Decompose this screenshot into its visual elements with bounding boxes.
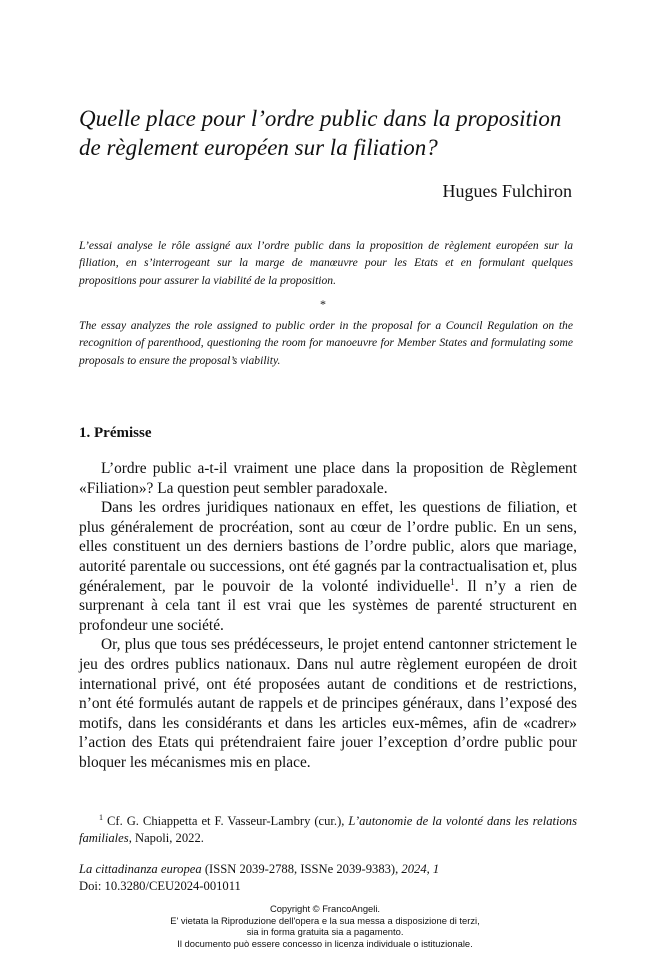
copyright-line-3: sia in forma gratuita sia a pagamento. (246, 926, 404, 938)
paragraph-1: L’ordre public a-t-il vraiment une place dans la proposition de Règlement «Filiation»? La question peut sembler paradoxale. (79, 460, 577, 497)
journal-name: La cittadinanza europea (79, 862, 202, 876)
journal-line-1 (79, 861, 579, 878)
abstract-separator: * (320, 297, 326, 311)
journal-doi: Doi: 10.3280/CEU2024-001011 (79, 879, 241, 893)
abstract-french: L’essai analyse le rôle assigné aux l’ordre public dans la proposition de règlement européen sur la filiation, en s’interrogeant sur la marge de manœuvre pour les Etats et en formulant quelques propositions pour assurer la viabilité de la proposition. (79, 239, 573, 287)
footnote-number: 1 (99, 812, 103, 822)
section-body (79, 459, 577, 773)
footnote-work-title: L’autonomie de la volonté dans les relations familiales (79, 814, 577, 845)
article-author: Hugues Fulchiron (442, 181, 572, 201)
journal-issn: (ISSN 2039-2788, ISSNe 2039-9383), (201, 862, 402, 876)
copyright-notice (0, 903, 650, 949)
paragraph-2-text-b: . Il n’y a rien de surprenant à cela tant il est vrai que les systèmes de parenté structurent en profondeur une société. (79, 577, 577, 634)
article-title: Quelle place pour l’ordre public dans la proposition de règlement européen sur la filiation? (79, 106, 562, 160)
footnote-rest: , Napoli, 2022. (128, 831, 204, 845)
footnote-authors: Cf. G. Chiappetta et F. Vasseur-Lambry (cur.), (106, 814, 345, 828)
copyright-line-4: Il documento può essere concesso in licenza individuale o istituzionale. (177, 937, 473, 949)
footnote (79, 813, 577, 847)
paragraph-2 (79, 498, 577, 635)
footnote-reference[interactable]: 1 (450, 576, 455, 587)
copyright-line-2: E' vietata la Riproduzione dell'opera e la sua messa a disposizione di terzi, (170, 914, 480, 926)
paragraph-3: Or, plus que tous ses prédécesseurs, le projet entend cantonner strictement le jeu des ordres publics nationaux. Dans nul autre règlement européen de droit international privé, ont été proposées autant de conditions et de restrictions, n’ont été formulés autant de rappels et de principes généraux, dans l’exposé des motifs, dans les considérants et dans les articles eux-mêmes, afin de «cadrer» l’action des Etats qui prétendraient faire jouer l’exception d’ordre public pour bloquer les mécanismes mis en place. (79, 636, 577, 771)
section-heading: 1. Prémisse (79, 425, 152, 441)
copyright-line-1: Copyright © FrancoAngeli. (269, 903, 381, 914)
abstract-english: The essay analyzes the role assigned to public order in the proposal for a Council Regulation on the recognition of parenthood, questioning the room for manoeuvre for Member States and formulating some proposals to ensure the proposal’s viability. (79, 319, 573, 367)
journal-issue: 2024, 1 (401, 862, 440, 876)
journal-citation (79, 861, 579, 895)
paragraph-2-text-a: Dans les ordres juridiques nationaux en effet, les questions de filiation, et plus généralement de procréation, sont au cœur de l’ordre public. En un sens, elles constituent un des derniers bastions de l’ordre public, alors que mariage, autorité parentale ou successions, ont été gagnés par la contractualisation et, plus généralement, par le pouvoir de la volonté individuelle (79, 499, 577, 595)
